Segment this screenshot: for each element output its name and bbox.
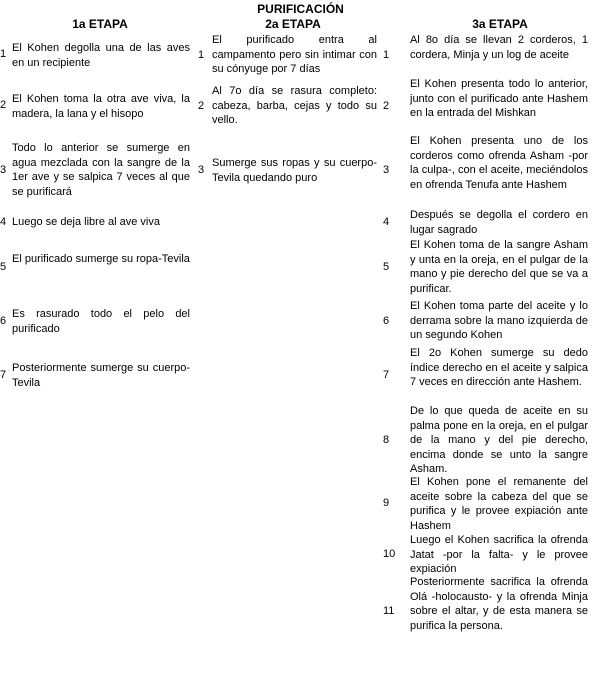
- stage-3-item-2-text: El Kohen presenta todo lo anterior, junto con el purificado ante Hashem en la entrada del Mishkan: [410, 78, 588, 120]
- stage-3-item-1-number: 1: [383, 49, 390, 61]
- stage-1-item-5-text: El purificado sumerge su ropa-Tevila: [12, 253, 190, 265]
- stage-1-item-2-text: El Kohen toma la otra ave viva, la madera, la lana y el hisopo: [12, 93, 190, 120]
- stage-3-item-7-number: 7: [383, 369, 390, 381]
- stage-3-heading: 3a ETAPA: [472, 17, 528, 31]
- stage-3-item-4-text: Después se degolla el cordero en lugar sagrado: [410, 209, 588, 236]
- stage-2-item-2-text: Al 7o día se rasura completo: cabeza, barba, cejas y todo su vello.: [212, 85, 377, 127]
- stage-1-item-3-text: Todo lo anterior se sumerge en agua mezclada con la sangre de la 1er ave y se salpica 7 veces al que se purificará: [12, 142, 190, 198]
- stage-3-item-10-text: Luego el Kohen sacrifica la ofrenda Jatat -por la falta- y le provee expiación: [410, 534, 588, 576]
- stage-2-item-3-text: Sumerge sus ropas y su cuerpo-Tevila quedando puro: [212, 157, 377, 184]
- stage-3-item-10-number: 10: [383, 548, 396, 560]
- stage-2-heading: 2a ETAPA: [265, 17, 321, 31]
- stage-3-item-9-text: El Kohen pone el remanente del aceite sobre la cabeza del que se purifica y le provee expiación ante Hashem: [410, 476, 588, 532]
- stage-3-item-8-text: De lo que queda de aceite en su palma pone en la oreja, en el pulgar de la mano y del pie derecho, encima donde se unto la sangre Asham.: [410, 405, 588, 476]
- stage-2-item-3-number: 3: [198, 164, 205, 176]
- stage-3-item-6-number: 6: [383, 315, 390, 327]
- page-title: PURIFICACIÓN: [257, 2, 344, 16]
- stage-3-item-5-text: El Kohen toma de la sangre Asham y unta en la oreja, en el pulgar de la mano y pie derecho del que se va a purificar.: [410, 239, 588, 295]
- stage-1-item-1-text: El Kohen degolla una de las aves en un recipiente: [12, 42, 190, 69]
- stage-1-item-6-number: 6: [0, 315, 7, 327]
- stage-1-item-4-text: Luego se deja libre al ave viva: [12, 216, 160, 228]
- stage-3-item-8-number: 8: [383, 434, 390, 446]
- stage-3-item-11-number: 11: [383, 605, 395, 617]
- stage-3-item-5-number: 5: [383, 261, 390, 273]
- stage-3-item-4-number: 4: [383, 216, 390, 228]
- stage-1-item-5-number: 5: [0, 261, 7, 273]
- stage-3-item-7-text: El 2o Kohen sumerge su dedo índice derecho en el aceite y salpica 7 veces en dirección ante Hashem.: [410, 347, 588, 389]
- stage-3-item-3-number: 3: [383, 164, 390, 176]
- stage-1-item-4-number: 4: [0, 216, 7, 228]
- stage-1-item-7-number: 7: [0, 369, 7, 381]
- stage-1-item-2-number: 2: [0, 99, 7, 111]
- stage-1-item-7-text: Posteriormente sumerge su cuerpo-Tevila: [12, 362, 190, 389]
- stage-2-item-2-number: 2: [198, 100, 205, 112]
- stage-3-item-6-text: El Kohen toma parte del aceite y lo derrama sobre la mano izquierda de un segundo Kohen: [410, 300, 588, 342]
- stage-2-item-1-text: El purificado entra al campamento pero sin intimar con su cónyuge por 7 días: [212, 34, 377, 76]
- stage-3-item-1-text: Al 8o día se llevan 2 corderos, 1 cordera, Minja y un log de aceite: [410, 34, 588, 61]
- stage-3-item-11-text: Posteriormente sacrifica la ofrenda Olá -holocausto- y la ofrenda Minja sobre el altar, y de esta manera se purifica la persona.: [410, 576, 588, 632]
- stage-3-item-2-number: 2: [383, 100, 390, 112]
- stage-3-item-9-number: 9: [383, 497, 390, 509]
- stage-1-item-3-number: 3: [0, 164, 7, 176]
- stage-1-heading: 1a ETAPA: [72, 17, 128, 31]
- stage-1-item-1-number: 1: [0, 48, 7, 60]
- stage-1-item-6-text: Es rasurado todo el pelo del purificado: [12, 308, 190, 335]
- stage-2-item-1-number: 1: [198, 49, 205, 61]
- stage-3-item-3-text: El Kohen presenta uno de los corderos como ofrenda Asham -por la culpa-, con el aceite, meciéndolos en ofrenda Tenufa ante Hashem: [410, 135, 588, 191]
